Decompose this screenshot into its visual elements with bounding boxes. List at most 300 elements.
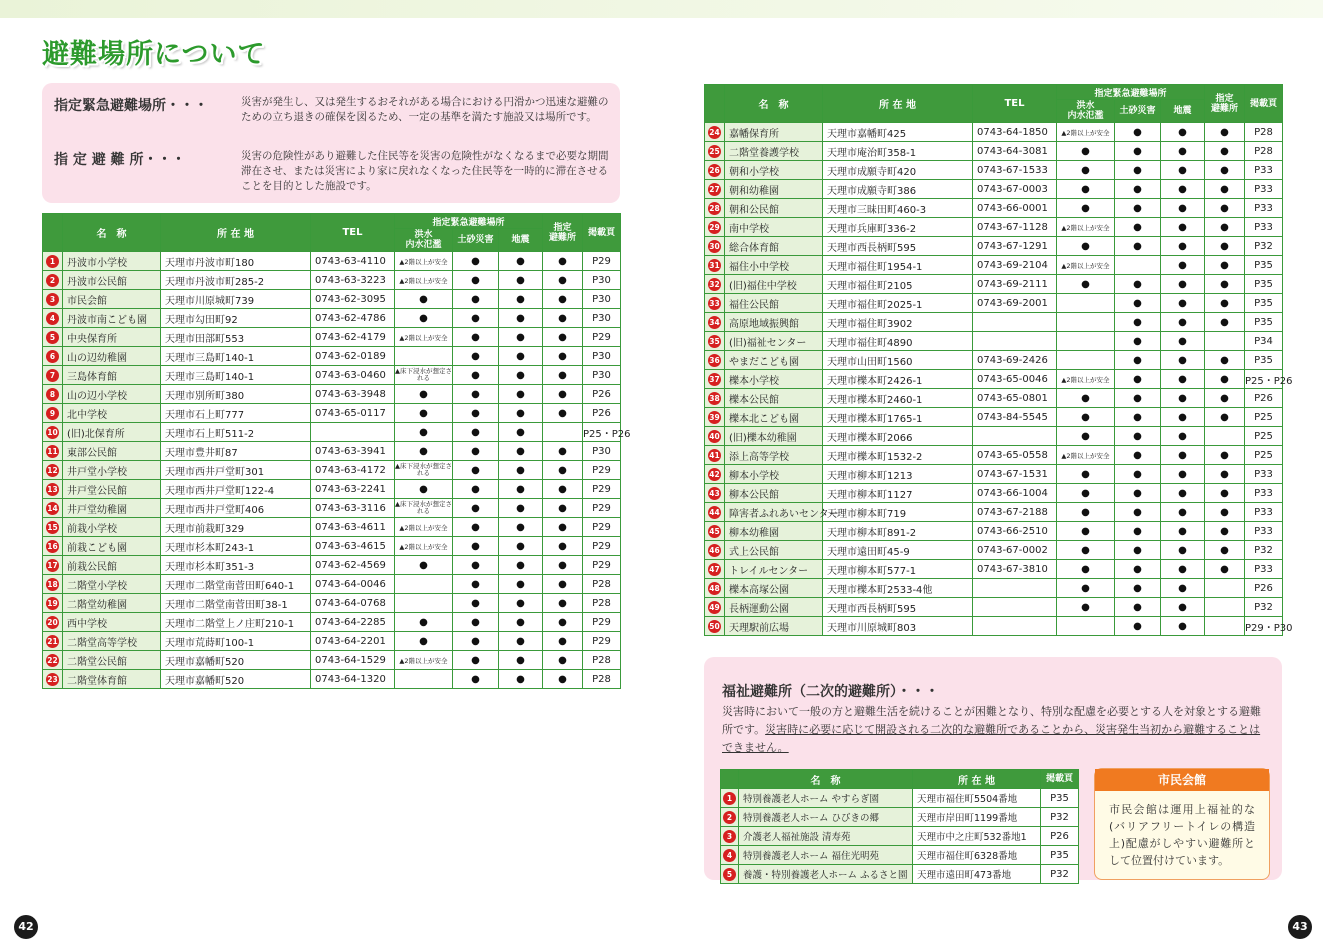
table-row [43,309,621,328]
facility-name: 井戸堂公民館 [63,480,161,499]
page-ref: P32 [1041,808,1079,827]
table-row [705,123,1283,142]
row-number-badge: 28 [709,203,720,213]
facility-name: 二階堂幼稚園 [63,594,161,613]
row-number-badge: 7 [46,369,59,382]
shelter-status: ● [1205,484,1245,503]
col-header-flood: 洪水 内水氾濫 [1057,100,1115,123]
facility-address: 天理市柳本町577-1 [823,560,973,579]
civic-hall-box [1094,768,1270,880]
facility-address: 天理市西井戸堂町122-4 [161,480,311,499]
facility-tel: 0743-63-3941 [311,442,395,461]
page-ref: P33 [1245,503,1283,522]
page-ref: P32 [1041,865,1079,884]
page-ref: P29・P30 [1245,617,1283,636]
definition-box [42,83,620,203]
facility-address: 天理市福住町4890 [823,332,973,351]
row-number-badge: 18 [47,579,58,589]
page-ref: P35 [1245,351,1283,370]
row-number [43,271,63,290]
landslide-status: ● [1115,465,1161,484]
flood-status [1057,256,1115,275]
facility-tel [973,313,1057,332]
flood-status-text: ▲2階以上が安全 [1061,261,1110,270]
col-header-tel: TEL [311,214,395,252]
row-number-badge: 10 [47,427,58,437]
facility-name: 北中学校 [63,404,161,423]
flood-status-text: ● [1081,392,1090,404]
facility-name: 二階堂体育館 [63,670,161,689]
row-number-badge: 33 [709,298,720,308]
earthquake-status: ● [1161,484,1205,503]
shelter-status: ● [543,442,583,461]
row-number-badge: 9 [46,407,59,420]
shelter-status: ● [1205,218,1245,237]
row-number [705,579,725,598]
table-row [705,351,1283,370]
landslide-status: ● [453,290,499,309]
row-number-badge: 46 [709,545,720,555]
facility-name: 井戸堂小学校 [63,461,161,480]
landslide-status: ● [1115,275,1161,294]
shelter-status: ● [543,252,583,271]
page-ref: P29 [583,461,621,480]
facility-tel: 0743-69-2104 [973,256,1057,275]
flood-status [395,385,453,404]
row-number [705,617,725,636]
facility-name: 市民会館 [63,290,161,309]
facility-name: 山の辺幼稚園 [63,347,161,366]
earthquake-status: ● [499,290,543,309]
flood-status [395,271,453,290]
flood-status-text: ● [419,635,428,647]
shelter-status: ● [543,518,583,537]
earthquake-status: ● [499,347,543,366]
flood-status-text: ● [1081,468,1090,480]
table-row [705,503,1283,522]
landslide-status: ● [1115,199,1161,218]
shelter-status: ● [543,309,583,328]
row-number-badge: 50 [709,621,720,631]
flood-status-text: ● [1081,487,1090,499]
row-number-badge: 31 [709,260,720,270]
row-number-badge: 13 [47,484,58,494]
flood-status [1057,180,1115,199]
facility-address: 天理市柳本町1127 [823,484,973,503]
flood-status-text: ▲2階以上が安全 [1061,451,1110,460]
table-row [43,290,621,309]
row-number-badge: 32 [709,279,720,289]
earthquake-status: ● [1161,503,1205,522]
landslide-status: ● [1115,408,1161,427]
facility-address: 天理市西井戸堂町406 [161,499,311,518]
earthquake-status: ● [499,404,543,423]
table-row [705,199,1283,218]
facility-address: 天理市柳本町1213 [823,465,973,484]
earthquake-status: ● [499,385,543,404]
landslide-status: ● [1115,161,1161,180]
civic-hall-title: 市民会館 [1095,769,1269,791]
facility-address: 天理市三島町140-1 [161,366,311,385]
facility-name: 添上高等学校 [725,446,823,465]
row-number [705,389,725,408]
facility-address: 天理市二階堂南菅田町38-1 [161,594,311,613]
flood-status-text: ● [1081,145,1090,157]
facility-address: 天理市遠田町45-9 [823,541,973,560]
facility-name: 櫟本高塚公園 [725,579,823,598]
facility-address: 天理市成願寺町386 [823,180,973,199]
row-number [43,632,63,651]
facility-name: やまだこども園 [725,351,823,370]
facility-tel: 0743-67-1128 [973,218,1057,237]
facility-name: トレイルセンター [725,560,823,579]
facility-name: 総合体育館 [725,237,823,256]
flood-status [395,404,453,423]
table-row [721,808,1079,827]
top-band [0,0,1323,18]
flood-status-text: ▲床下浸水が想定される [395,461,452,477]
flood-status-text: ▲2階以上が安全 [399,257,448,266]
facility-tel: 0743-62-4569 [311,556,395,575]
page-ref: P30 [583,347,621,366]
facility-name: 朝和小学校 [725,161,823,180]
facility-name: 山の辺小学校 [63,385,161,404]
facility-address: 天理市丹波市町285-2 [161,271,311,290]
row-number-badge: 4 [46,312,59,325]
facility-tel: 0743-66-1004 [973,484,1057,503]
table-row [721,827,1079,846]
civic-hall-text: 市民会館は運用上福祉的な(バリアフリートイレの構造上)配慮がしやすい避難所として位置付けています。 [1109,803,1255,867]
flood-status [1057,389,1115,408]
facility-address: 天理市遠田町473番地 [913,865,1041,884]
table-row [43,252,621,271]
page-ref: P30 [583,309,621,328]
flood-status-text: ● [1081,278,1090,290]
table-row [705,427,1283,446]
row-number-badge: 43 [709,488,720,498]
page-ref: P30 [583,366,621,385]
row-number [705,408,725,427]
facility-tel: 0743-63-4611 [311,518,395,537]
row-number-badge: 47 [709,564,720,574]
col-header-address: 所 在 地 [161,214,311,252]
table-row [705,598,1283,617]
row-number [721,827,739,846]
row-number-badge: 6 [46,350,59,363]
table-row [43,613,621,632]
row-number [705,142,725,161]
facility-name: 特別養護老人ホーム 福住光明苑 [739,846,913,865]
facility-name: 高原地域振興館 [725,313,823,332]
col-header-landslide: 土砂災害 [453,229,499,252]
row-number [705,180,725,199]
shelter-status: ● [1205,294,1245,313]
page-ref: P32 [1245,598,1283,617]
landslide-status: ● [1115,446,1161,465]
flood-status-text: ● [1081,164,1090,176]
earthquake-status: ● [499,556,543,575]
row-number [705,123,725,142]
col-header-emergency-group: 指定緊急避難場所 [1057,85,1205,100]
flood-status [395,556,453,575]
flood-status-text: ● [419,616,428,628]
facility-tel: 0743-64-3081 [973,142,1057,161]
row-number-badge: 41 [709,450,720,460]
facility-address: 天理市福住町1954-1 [823,256,973,275]
page-ref: P25 [1245,427,1283,446]
flood-status [1057,446,1115,465]
row-number-badge: 20 [47,617,58,627]
row-number-badge: 29 [709,222,720,232]
facility-address: 天理市福住町2025-1 [823,294,973,313]
flood-status-text: ▲2階以上が安全 [399,333,448,342]
row-number [705,161,725,180]
row-number [705,218,725,237]
shelter-status: ● [1205,522,1245,541]
earthquake-status: ● [1161,617,1205,636]
facility-tel: 0743-64-2285 [311,613,395,632]
facility-tel: 0743-62-3095 [311,290,395,309]
page-ref: P29 [583,480,621,499]
landslide-status: ● [453,347,499,366]
flood-status-text: ● [419,483,428,495]
facility-name: 前栽小学校 [63,518,161,537]
page-ref: P35 [1041,789,1079,808]
row-number-badge: 26 [709,165,720,175]
shelter-status: ● [1205,465,1245,484]
earthquake-status: ● [1161,351,1205,370]
landslide-status: ● [1115,180,1161,199]
facility-name: 南中学校 [725,218,823,237]
page-ref: P35 [1245,256,1283,275]
flood-status-text: ● [419,445,428,457]
page-ref: P32 [1245,237,1283,256]
table-row [43,423,621,442]
earthquake-status: ● [1161,522,1205,541]
earthquake-status: ● [1161,313,1205,332]
flood-status-text: ● [1081,411,1090,423]
facility-address: 天理市福住町5504番地 [913,789,1041,808]
shelter-status: ● [543,271,583,290]
table-row [43,442,621,461]
page-ref: P26 [1041,827,1079,846]
facility-address: 天理市西長柄町595 [823,598,973,617]
flood-status-text: ▲2階以上が安全 [1061,128,1110,137]
row-number-badge: 3 [723,830,736,843]
row-number [43,461,63,480]
col-header-page: 掲載頁 [1041,770,1079,789]
page-ref: P35 [1245,275,1283,294]
shelter-status: ● [1205,275,1245,294]
page-ref: P25 [1245,446,1283,465]
facility-name: 福住公民館 [725,294,823,313]
shelter-status: ● [1205,408,1245,427]
facility-tel: 0743-67-0002 [973,541,1057,560]
facility-name: 二階堂養護学校 [725,142,823,161]
landslide-status: ● [453,613,499,632]
row-number [43,442,63,461]
col-header-tel: TEL [973,85,1057,123]
landslide-status: ● [453,385,499,404]
landslide-status: ● [1115,598,1161,617]
flood-status [1057,370,1115,389]
page-ref: P29 [583,537,621,556]
earthquake-status: ● [1161,408,1205,427]
landslide-status: ● [1115,237,1161,256]
row-number-badge: 44 [709,507,720,517]
welfare-desc-plain: 災害時において一般の方と避難生活を続けることが困難となり、特別な配慮を必要とする人を対象とする避難所です。 [722,705,1261,736]
landslide-status: ● [453,366,499,385]
page-ref: P29 [583,252,621,271]
earthquake-status: ● [1161,275,1205,294]
flood-status [1057,294,1115,313]
landslide-status: ● [453,651,499,670]
row-number-badge: 48 [709,583,720,593]
facility-tel [311,423,395,442]
table-row [705,332,1283,351]
col-header-address: 所 在 地 [913,770,1041,789]
landslide-status: ● [1115,332,1161,351]
earthquake-status: ● [499,442,543,461]
flood-status-text: ▲2階以上が安全 [399,276,448,285]
facility-tel: 0743-64-1320 [311,670,395,689]
page-ref: P25 [1245,408,1283,427]
landslide-status: ● [453,537,499,556]
earthquake-status: ● [499,613,543,632]
flood-status-text: ● [1081,240,1090,252]
flood-status [1057,332,1115,351]
facility-name: 柳本小学校 [725,465,823,484]
page-ref: P28 [583,575,621,594]
facility-name: 柳本公民館 [725,484,823,503]
landslide-status: ● [1115,313,1161,332]
facility-address: 天理市川原城町803 [823,617,973,636]
shelter-status: ● [543,290,583,309]
flood-status [395,632,453,651]
earthquake-status: ● [1161,123,1205,142]
table-row [705,408,1283,427]
welfare-title: 福祉避難所（二次的避難所）・・・ [722,684,939,700]
page-ref: P29 [583,632,621,651]
flood-status-text: ● [1081,582,1090,594]
earthquake-status: ● [1161,256,1205,275]
facility-address: 天理市岸田町1199番地 [913,808,1041,827]
row-number-badge: 42 [709,469,720,479]
facility-tel: 0743-63-3116 [311,499,395,518]
flood-status [395,442,453,461]
facility-tel: 0743-63-2241 [311,480,395,499]
welfare-table [720,769,1079,884]
facility-address: 天理市櫟本町2066 [823,427,973,446]
shelter-status [1205,598,1245,617]
facility-tel: 0743-66-2510 [973,522,1057,541]
earthquake-status: ● [1161,161,1205,180]
flood-status [1057,408,1115,427]
shelter-status: ● [543,613,583,632]
earthquake-status: ● [1161,142,1205,161]
flood-status [395,651,453,670]
facility-tel: 0743-64-2201 [311,632,395,651]
landslide-status: ● [453,594,499,613]
facility-address: 天理市兵庫町336-2 [823,218,973,237]
row-number-badge: 30 [709,241,720,251]
row-number-badge: 12 [47,465,58,475]
facility-name: 福住小中学校 [725,256,823,275]
col-header-name: 名 称 [63,214,161,252]
earthquake-status: ● [1161,579,1205,598]
page-ref: P33 [1245,465,1283,484]
facility-address: 天理市嘉幡町520 [161,651,311,670]
shelter-status: ● [543,632,583,651]
flood-status [395,290,453,309]
earthquake-status: ● [499,309,543,328]
page-ref: P26 [583,385,621,404]
shelter-status: ● [1205,446,1245,465]
flood-status [1057,199,1115,218]
page-ref: P26 [1245,579,1283,598]
flood-status [1057,427,1115,446]
flood-status-text: ▲2階以上が安全 [399,542,448,551]
facility-tel: 0743-67-1291 [973,237,1057,256]
row-number [43,347,63,366]
flood-status-text: ▲2階以上が安全 [399,656,448,665]
facility-address: 天理市川原城町739 [161,290,311,309]
facility-address: 天理市山田町1560 [823,351,973,370]
page-ref: P26 [1245,389,1283,408]
shelter-status: ● [1205,180,1245,199]
earthquake-status: ● [499,480,543,499]
row-number [43,594,63,613]
table-row [43,575,621,594]
landslide-status: ● [1115,560,1161,579]
row-number [705,332,725,351]
page-ref: P29 [583,499,621,518]
row-number [43,518,63,537]
col-header-flood: 洪水 内水氾濫 [395,229,453,252]
facility-name: 西中学校 [63,613,161,632]
table-row [705,161,1283,180]
table-row [43,347,621,366]
shelter-status: ● [1205,560,1245,579]
facility-address: 天理市福住町3902 [823,313,973,332]
facility-tel: 0743-62-4786 [311,309,395,328]
table-row [43,651,621,670]
row-number [43,556,63,575]
facility-tel: 0743-65-0558 [973,446,1057,465]
earthquake-status: ● [1161,541,1205,560]
row-number [705,256,725,275]
shelter-status: ● [1205,256,1245,275]
table-row [43,594,621,613]
facility-tel: 0743-65-0801 [973,389,1057,408]
facility-address: 天理市石上町777 [161,404,311,423]
facility-tel: 0743-69-2001 [973,294,1057,313]
row-number [43,670,63,689]
table-row [43,328,621,347]
landslide-status: ● [453,461,499,480]
definition-desc: 災害の危険性があり避難した住民等を災害の危険性がなくなるまで必要な期間滞在させ、または災害により家に戻れなくなった住民等を一時的に滞在させることを目的とした施設です。 [241,150,609,192]
row-number [43,366,63,385]
flood-status-text: ● [1081,563,1090,575]
row-number-badge: 22 [47,655,58,665]
table-row [43,632,621,651]
shelter-status: ● [543,651,583,670]
table-row [705,142,1283,161]
landslide-status: ● [453,499,499,518]
facility-name: (旧)福住中学校 [725,275,823,294]
row-number [705,503,725,522]
flood-status [395,309,453,328]
